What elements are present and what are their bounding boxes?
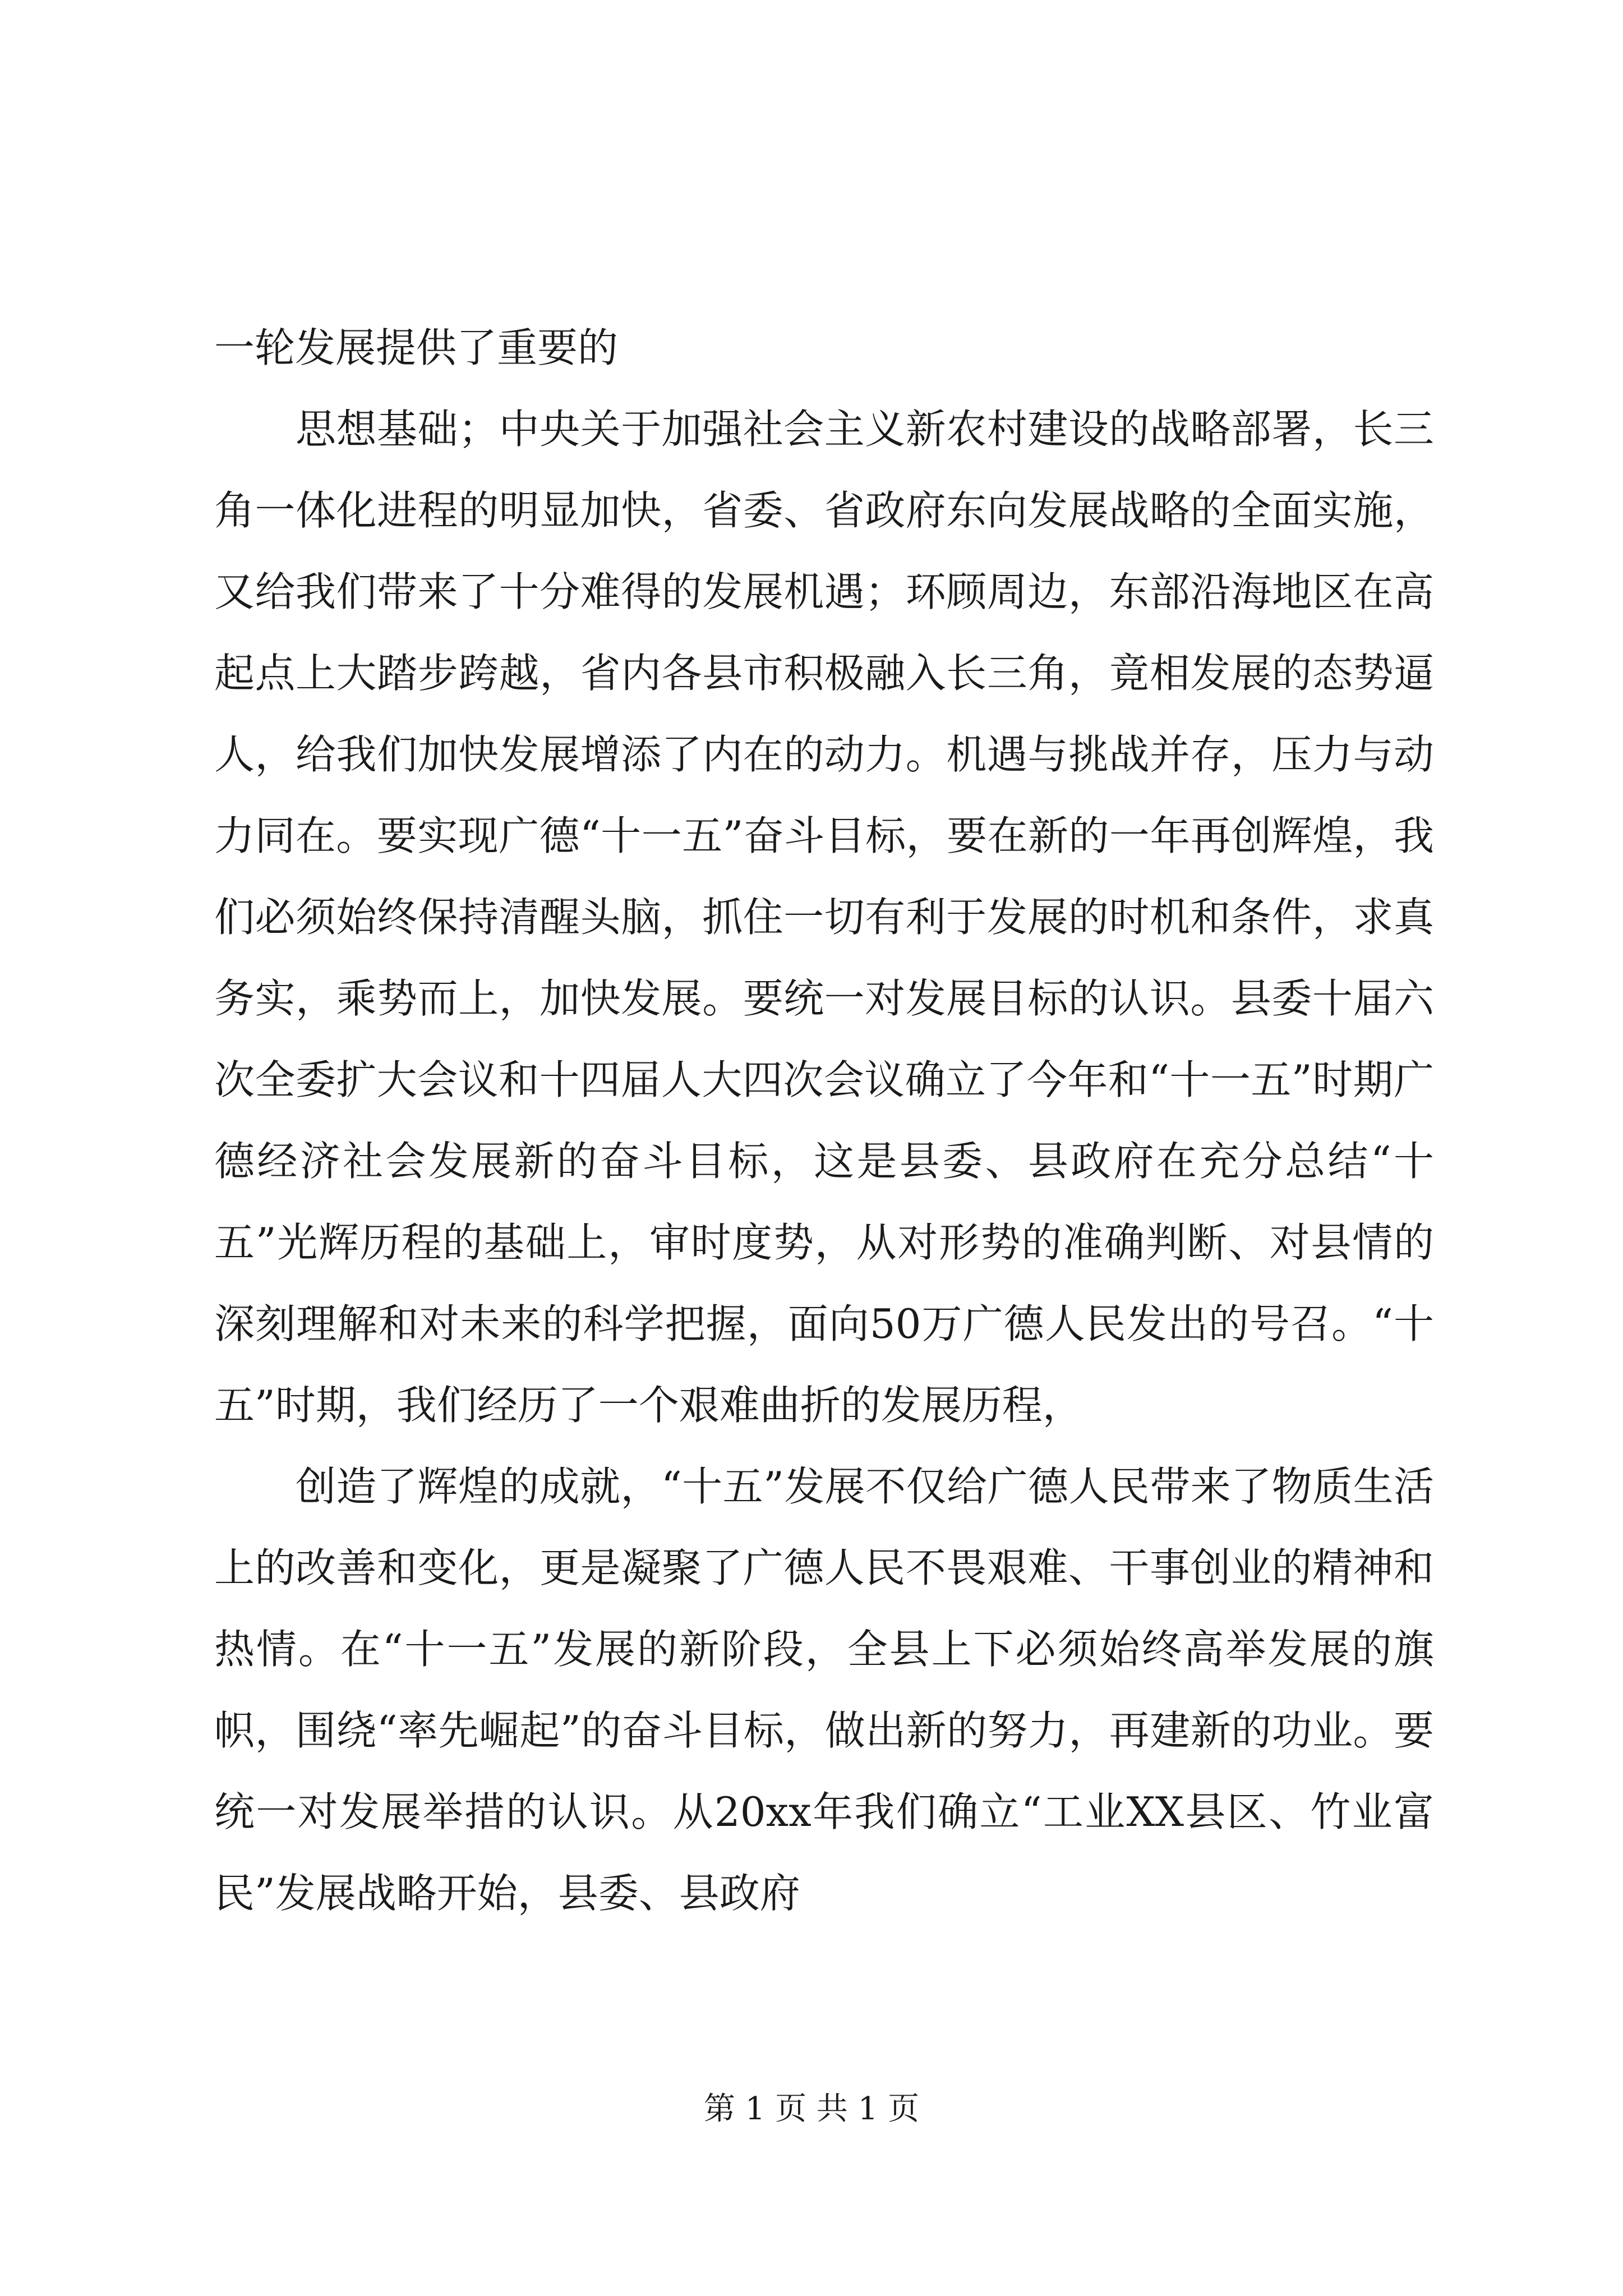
document-body (214, 307, 1434, 1934)
page-number-label: 第 1 页 共 1 页 (703, 2091, 920, 2127)
paragraph-3: 创造了辉煌的成就，“十五”发展不仅给广德人民带来了物质生活上的改善和变化，更是凝聚了广德人民不畏艰难、干事创业的精神和热情。在“十一五”发展的新阶段，全县上下必须始终高举发展的旗帜，围绕“率先崛起”的奋斗目标，做出新的努力，再建新的功业。要统一对发展举措的认识。从20xx年我们确立“工业XX县区、竹业富民”发展战略开始，县委、县政府 (214, 1463, 1434, 1917)
paragraph-1: 一轮发展提供了重要的 (214, 324, 619, 371)
paragraph-2: 思想基础；中央关于加强社会主义新农村建设的战略部署，长三角一体化进程的明显加快，省委、省政府东向发展战略的全面实施，又给我们带来了十分难得的发展机遇；环顾周边，东部沿海地区在高起点上大踏步跨越，省内各县市积极融入长三角，竟相发展的态势逼人，给我们加快发展增添了内在的动力。机遇与挑战并存，压力与动力同在。要实现广德“十一五”奋斗目标，要在新的一年再创辉煌，我们必须始终保持清醒头脑，抓住一切有利于发展的时机和条件，求真务实，乘势而上，加快发展。要统一对发展目标的认识。县委十届六次全委扩大会议和十四届人大四次会议确立了今年和“十一五”时期广德经济社会发展新的奋斗目标，这是县委、县政府在充分总结“十五”光辉历程的基础上，审时度势，从对形势的准确判断、对县情的深刻理解和对未来的科学把握，面向50万广德人民发出的号召。“十五”时期，我们经历了一个艰难曲折的发展历程， (214, 406, 1434, 1429)
page-footer (0, 2090, 1623, 2129)
